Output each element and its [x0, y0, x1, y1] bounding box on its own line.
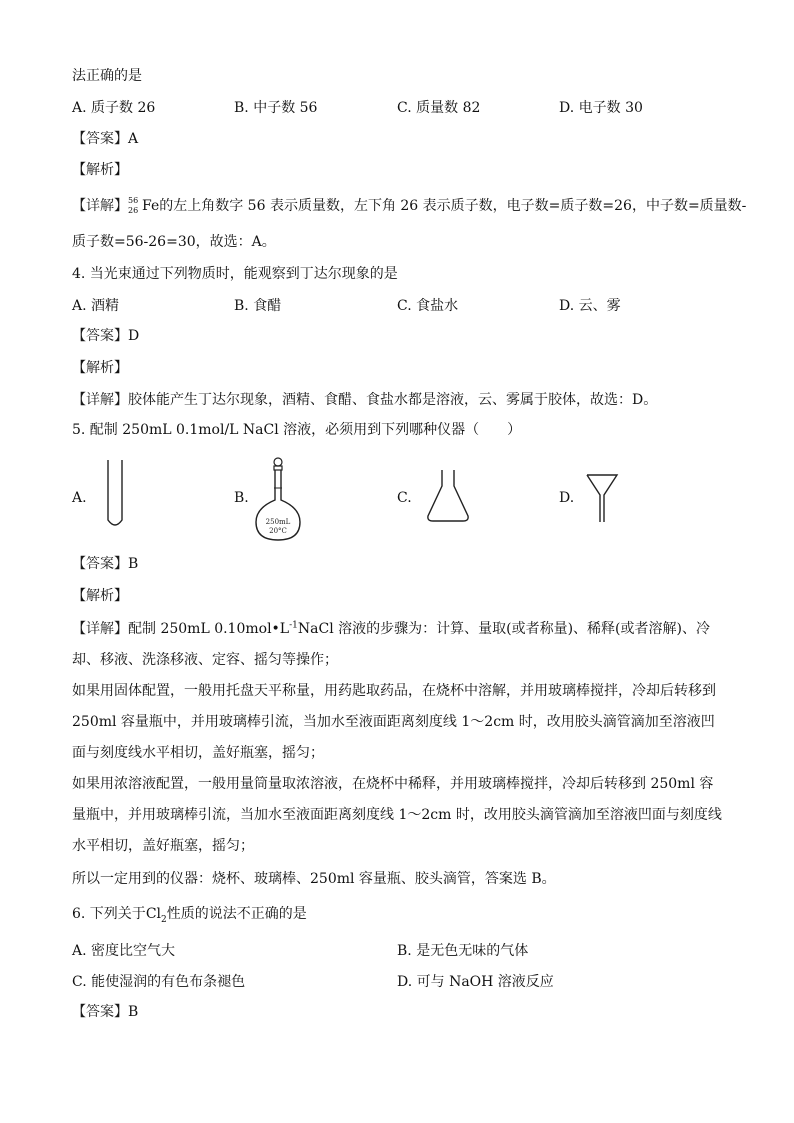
- q4-answer: 【答案】D: [72, 328, 140, 344]
- q5-option-c-label: C.: [397, 490, 412, 506]
- flask-temp-label: 20°C: [269, 527, 287, 535]
- q3-stem-tail: 法正确的是: [72, 68, 142, 84]
- q3-option-c: C. 质量数 82: [397, 100, 481, 116]
- cl2-formula: $Cl_2$: [145, 906, 167, 925]
- q4-option-a: A. 酒精: [72, 298, 120, 314]
- q4-option-d: D. 云、雾: [559, 298, 621, 314]
- q3-analysis-tag: 【解析】: [72, 162, 128, 178]
- fe-isotope-notation: 56 26: [128, 196, 139, 215]
- q3-detail-line1: 【详解】 56 26 Fe的左上角数字 56 表示质量数，左下角 26 表示质子数，电子数=质子数=26，中子数=质量数-: [72, 196, 747, 215]
- q6-answer: 【答案】B: [72, 1004, 139, 1020]
- q6-stem: 6. 下列关于$Cl_2$性质的说法不正确的是: [72, 906, 307, 925]
- q3-option-a: A. 质子数 26: [72, 100, 156, 116]
- q5-option-a-label: A.: [72, 490, 87, 506]
- q4-option-b: B. 食醋: [234, 298, 282, 314]
- funnel-icon: [584, 472, 620, 524]
- q4-detail: 【详解】胶体能产生丁达尔现象，酒精、食醋、食盐水都是溶液，云、雾属于胶体，故选：D。: [72, 392, 658, 408]
- q5-answer: 【答案】B: [72, 556, 139, 572]
- q6-option-b: B. 是无色无味的气体: [397, 943, 529, 959]
- q5-stem: 5. 配制 250mL 0.1mol/L NaCl 溶液，必须用到下列哪种仪器（ ）: [72, 422, 522, 438]
- q4-option-c: C. 食盐水: [397, 298, 459, 314]
- q5-option-d-label: D.: [559, 490, 575, 506]
- q6-option-c: C. 能使湿润的有色布条褪色: [72, 974, 246, 990]
- q5-option-b-label: B.: [234, 490, 249, 506]
- q3-option-b: B. 中子数 56: [234, 100, 318, 116]
- test-tube-icon: [100, 458, 130, 533]
- q6-option-a: A. 密度比空气大: [72, 943, 176, 959]
- q3-answer: 【答案】A: [72, 131, 139, 147]
- q5-para-solid: 如果用固体配置，一般用托盘天平称量，用药匙取药品，在烧杯中溶解，并用玻璃棒搅拌，冷却后转移到 250ml 容量瓶中，并用玻璃棒引流，当加水至液面距离刻度线 1～2cm 时，改用胶头滴管滴加至溶液凹面与刻度线水平相切，盖好瓶塞，摇匀；: [72, 683, 716, 761]
- conical-flask-icon: [424, 468, 472, 524]
- q3-detail-line2: 质子数=56-26=30，故选：A。: [72, 234, 276, 250]
- q4-analysis-tag: 【解析】: [72, 360, 128, 376]
- q3-option-d: D. 电子数 30: [559, 100, 643, 116]
- volumetric-flask-icon: [252, 454, 304, 544]
- q4-stem: 4. 当光束通过下列物质时，能观察到丁达尔现象的是: [72, 266, 398, 282]
- q5-analysis-tag: 【解析】: [72, 588, 128, 604]
- q5-para-concentrate: 如果用浓溶液配置，一般用量筒量取浓溶液，在烧杯中稀释，并用玻璃棒搅拌，冷却后转移到 250ml 容量瓶中，并用玻璃棒引流，当加水至液面距离刻度线 1～2cm 时，改用胶头滴管滴加至溶液凹面与刻度线水平相切，盖好瓶塞，摇匀；: [72, 776, 722, 854]
- q5-conclusion: 所以一定用到的仪器：烧杯、玻璃棒、250ml 容量瓶、胶头滴管，答案选 B。: [72, 871, 556, 887]
- q6-option-d: D. 可与 NaOH 溶液反应: [397, 974, 554, 990]
- flask-volume-label: 250mL: [265, 518, 291, 526]
- q5-detail: 【详解】配制 250mL $0.10mol•L^{-1}NaCl$ 溶液的步骤为：计算、量取(或者称量)、稀释(或者溶解)、冷却、移液、洗涤移液、定容、摇匀等操作；: [72, 620, 710, 668]
